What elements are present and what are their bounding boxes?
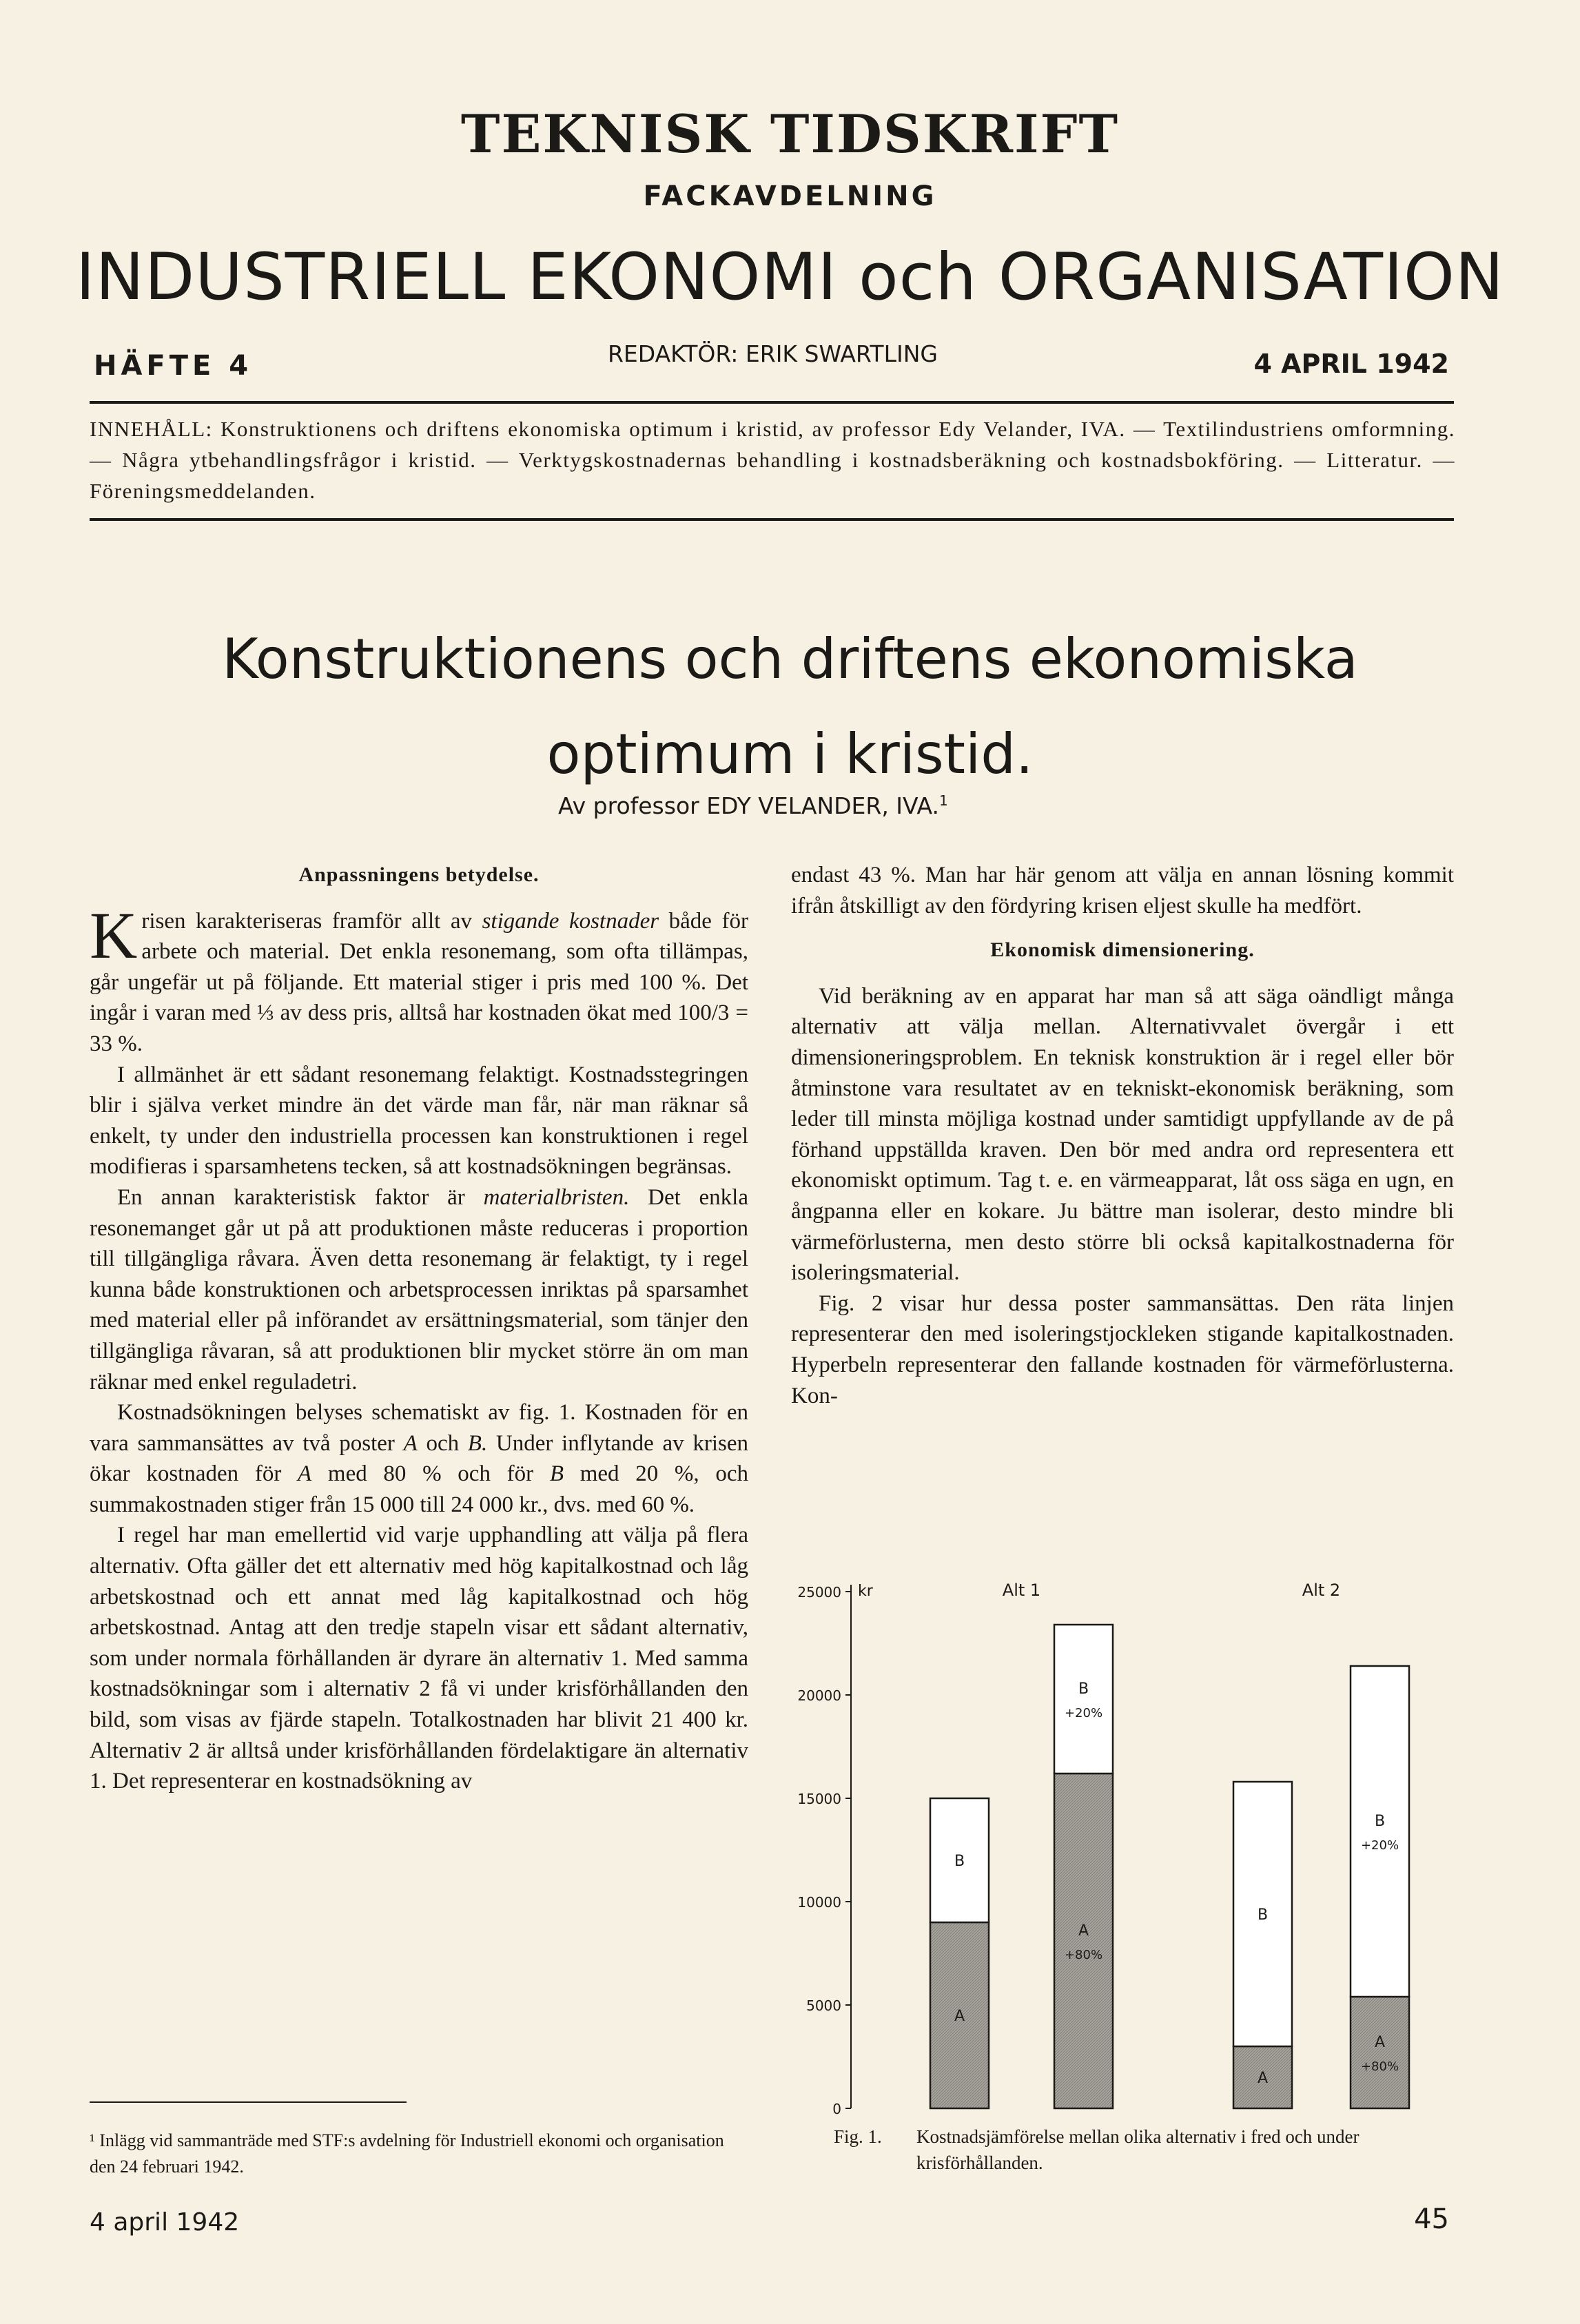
department-label: FACKAVDELNING [643,181,937,212]
segment-label: B [1257,1906,1269,1924]
footnote: ¹ Inlägg vid sammanträde med STF:s avdelning för Industriell ekonomi och organisation den 24 februari 1942. [90,2130,724,2177]
bar-segment-b [1351,1666,1409,1997]
editor-label: REDAKTÖR: ERIK SWARTLING [608,340,938,367]
y-tick-label: 20000 [797,1687,841,1704]
text-run: Kostnadsökningen belyses schematiskt av fig. 1. Kostnaden för en vara sammansättes av två poster [90,1400,748,1456]
y-tick-label: 10000 [797,1894,841,1911]
divider [90,518,1454,521]
y-tick-label: 15000 [797,1791,841,1807]
footnote-rule [90,2101,407,2103]
segment-label: A [1078,1922,1089,1940]
article-column-left [90,860,748,1797]
drop-cap: K [90,898,138,972]
section-heading: Ekonomisk dimensionering. [990,938,1255,962]
caption-text: Kostnadsjämförelse mellan olika alternativ i fred och under krisförhållanden. [916,2126,1360,2173]
footnote-marker: 1 [938,792,948,809]
divider [90,401,1454,404]
y-tick-label: 25000 [797,1584,841,1601]
text-run: risen karakteriseras framför allt av [141,908,482,934]
y-unit-label: kr [858,1583,873,1600]
bar-segment-a [1351,1997,1409,2108]
page-number: 45 [1414,2203,1449,2235]
figure-caption [834,2124,1454,2176]
segment-label: A [954,2008,965,2025]
segment-label: B [1374,1813,1386,1830]
text-run: både för arbete och material. Det enkla resonemang, som ofta tillämpas, går ungefär ut på följande. Ett material stiger i pris med 100 %. Det ingår i varan med ⅓ av dess pris, alltså har kostnaden ökat med 100/3 = 33 %. [90,908,748,1056]
caption-label: Fig. 1. [834,2126,882,2147]
article-column-right [791,860,1454,1411]
text-run: Under inflytande av krisen ökar kostnaden för [90,1430,748,1487]
text-run: med 80 % och för [311,1461,550,1487]
text-run: En annan karakteristisk faktor är [117,1184,484,1210]
byline [558,792,948,819]
emphasis: B [549,1461,564,1487]
issue-label: HÄFTE 4 [94,350,253,382]
emphasis: A [403,1430,418,1456]
section-heading: Anpassningens betydelse. [298,863,540,886]
segment-note: +20% [1064,1706,1103,1720]
table-of-contents: INNEHÅLL: Konstruktionens och driftens ekonomiska optimum i kristid, av professor Edy Velander, IVA. — Textilindustriens omformning. — Några ytbehandlingsfrågor i kristid. — Verktygskostnadernas behandling i kostnadsberäkning och kostnadsbokföring. — Litteratur. — Föreningsmeddelanden. [90,417,1455,503]
text-run: med 20 %, och summakostnaden stiger från 15 000 till 24 000 kr., dvs. med 60 %. [90,1461,749,1517]
journal-title: TEKNISK TIDSKRIFT [460,103,1120,165]
segment-label: B [1078,1680,1089,1698]
byline-text: Av professor EDY VELANDER, IVA. [558,792,939,819]
segment-label: A [1374,2034,1386,2051]
y-tick-label: 5000 [806,1997,841,2014]
article-title-line: optimum i kristid. [546,722,1034,786]
paragraph [90,1397,748,1520]
group-label: Alt 2 [1302,1581,1341,1600]
emphasis: B. [467,1430,488,1456]
text-run: och [417,1430,468,1456]
paragraph: Fig. 2 visar hur dessa poster sammansättas. Den räta linjen representerar den med isoleringstjockleken stigande kapitalkostnaden. Hyperbeln representerar den fallande kostnaden för värmeförlusterna. Kon- [791,1290,1454,1408]
paragraph: I regel har man emellertid vid varje upphandling att välja på flera alternativ. Ofta gäller det ett alternativ med hög kapitalkostnad och låg arbetskostnad och ett annat med låg kapitalkostnad och hög arbetskostnad. Antag att den tredje stapeln visar ett sådant alternativ, som under normala förhållanden är dyrare än alternativ 1. Med samma kostnadsökningar som i alternativ 2 få vi under krisförhållanden den bild, som visas av fjärde stapeln. Totalkostnaden har blivit 21 400 kr. Alternativ 2 är alltså under krisförhållanden fördelaktigare än alternativ 1. Det representerar en kostnadsökning av [90,1523,748,1794]
bar-segment-b [1054,1625,1113,1773]
segment-note: +80% [1064,1948,1103,1962]
segment-label: A [1257,2070,1269,2087]
segment-label: B [954,1853,965,1870]
segment-note: +80% [1360,2059,1399,2074]
bar-segment-a [1054,1773,1113,2108]
article-title-line: Konstruktionens och driftens ekonomiska [222,627,1358,691]
paragraph [90,898,748,1060]
y-tick-label: 0 [832,2101,841,2117]
paragraph: I allmänhet är ett sådant resonemang felaktigt. Kostnadsstegringen blir i själva verket mindre än det värde man får, när man räknar så enkelt, ty under den industriella processen kan konstruktionen i regel modifieras i sparsamhetens tecken, så att kostnadsökningen begränsas. [90,1062,748,1180]
emphasis: A [298,1461,312,1487]
paragraph: Vid beräkning av en apparat har man så att säga oändligt många alternativ att välja mellan. Alternativvalet övergår i ett dimensioneringsproblem. En teknisk konstruktion är i regel eller bör åtminstone vara resultatet av en tekniskt-ekonomisk beräkning, som leder till minsta möjliga kostnad under samtidigt uppfyllande av de på förhand uppställda kraven. Den bör med andra ord representera ett ekonomiskt optimum. Tag t. e. en värmeapparat, låt oss säga en ugn, en ångpanna eller en kokare. Ju bättre man isolerar, desto mindre bli värmeförlusterna, men desto större bli också kapitalkostnaderna för isoleringsmaterial. [791,983,1454,1286]
article-title [0,612,1580,802]
group-label: Alt 1 [1002,1581,1041,1600]
segment-note: +20% [1360,1838,1399,1853]
footer-date: 4 april 1942 [90,2208,240,2236]
section-title: INDUSTRIELL EKONOMI och ORGANISATION [75,240,1505,315]
text-run: Det enkla resonemanget går ut på att produktionen måste reduceras i proportion till tillgängliga råvara. Även detta resonemang är felaktigt, ty i regel kunna både konstruktionen och arbetsprocessen inriktas på sparsamhet med material eller på införandet av ersättningsmaterial, som tänjer den tillgängliga råvaran, så att produktionen blir mycket större än om man räknar med enkel reguladetri. [90,1184,748,1395]
paragraph [90,1182,748,1397]
issue-date: 4 APRIL 1942 [1253,349,1449,379]
emphasis: stigande kostnader [482,908,659,934]
emphasis: materialbristen. [483,1184,630,1210]
figure-1-chart [792,1571,1454,2122]
paragraph: endast 43 %. Man har här genom att välja en annan lösning kommit ifrån åtskilligt av den fördyring krisen eljest skulle ha medfört. [791,863,1454,918]
